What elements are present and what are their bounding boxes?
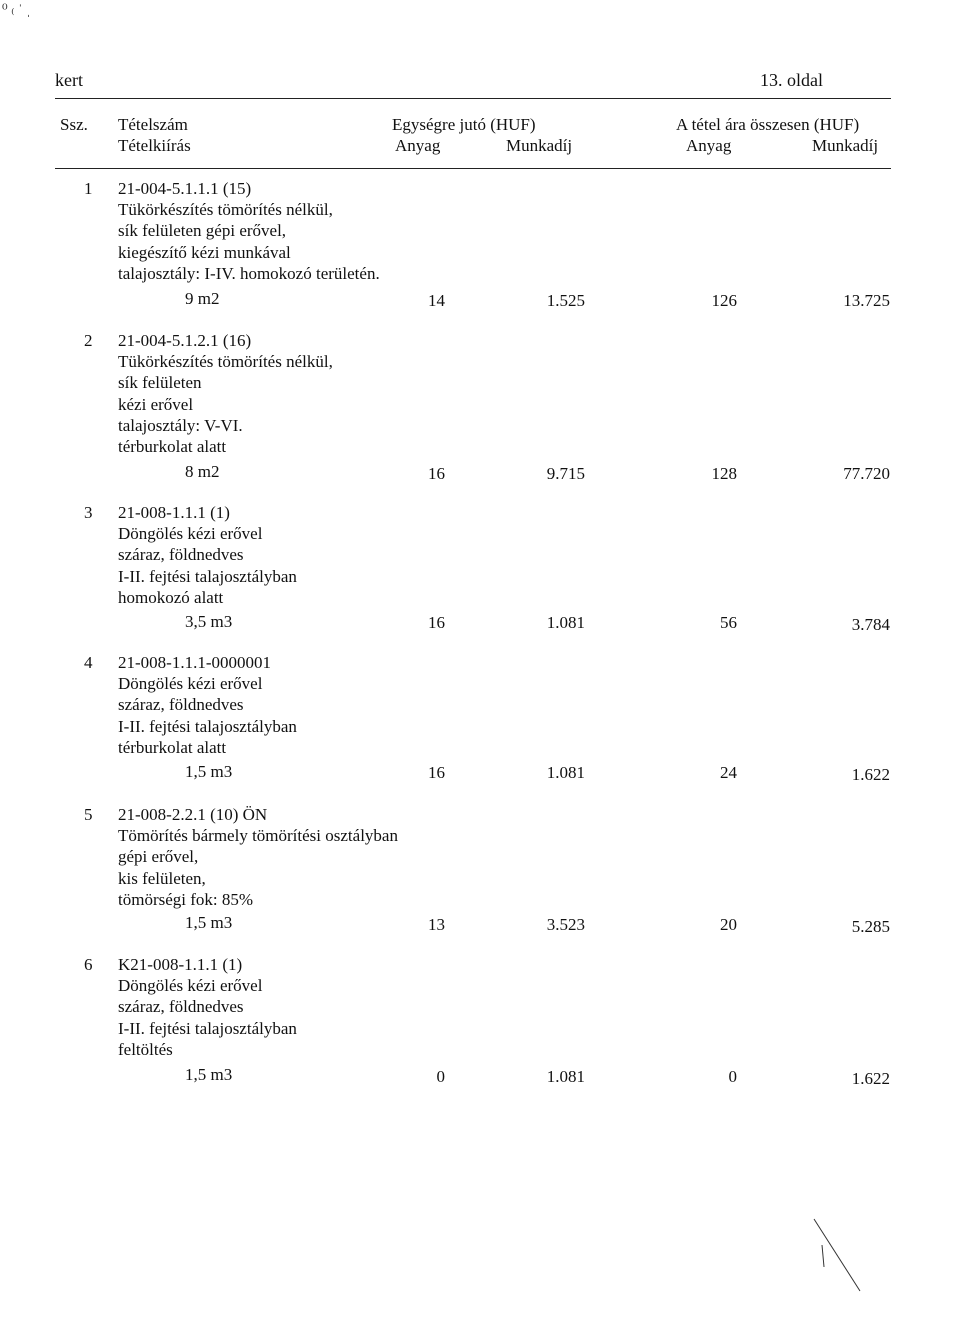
total-anyag: 128 <box>711 464 737 483</box>
unit-munkadij: 1.081 <box>546 613 585 632</box>
item-code: 21-008-1.1.1-0000001 <box>118 653 271 672</box>
unit-anyag: 16 <box>428 464 445 483</box>
desc-line: Tükörkészítés tömörítés nélkül, <box>118 352 333 371</box>
item-description <box>118 199 380 284</box>
unit-anyag: 16 <box>428 763 445 782</box>
item-quantity: 3,5 m3 <box>185 612 233 631</box>
unit-munkadij: 9.715 <box>546 464 585 483</box>
unit-anyag: 16 <box>428 613 445 632</box>
total-anyag: 126 <box>711 291 737 310</box>
col-tetelkiiras: Tételkiírás <box>118 136 191 155</box>
col-tetelszam: Tételszám <box>118 115 188 134</box>
item-description <box>118 825 398 910</box>
item-description <box>118 975 297 1060</box>
item-number: 3 <box>84 503 93 522</box>
total-munkadij: 5.285 <box>851 917 890 936</box>
unit-munkadij: 1.525 <box>546 291 585 310</box>
item-number: 2 <box>84 331 93 350</box>
desc-line: tömörségi fok: 85% <box>118 889 254 909</box>
total-munkadij: 13.725 <box>843 291 890 310</box>
desc-line: Tömörítés bármely tömörítési osztályban <box>118 826 398 845</box>
desc-line: száraz, földnedves <box>118 695 244 715</box>
item-number: 6 <box>84 955 93 974</box>
item-code: 21-004-5.1.1.1 (15) <box>118 179 252 198</box>
desc-line: Döngölés kézi erővel <box>118 976 263 995</box>
col-anyag-total: Anyag <box>686 136 732 155</box>
total-anyag: 20 <box>720 915 737 934</box>
col-munkadij-total: Munkadíj <box>812 136 879 155</box>
item-quantity: 8 m2 <box>185 462 220 481</box>
desc-line: kis felületen, <box>118 868 206 888</box>
total-munkadij: 3.784 <box>851 615 890 634</box>
item-code: 21-008-2.2.1 (10) ÖN <box>118 805 268 824</box>
desc-line: Tükörkészítés tömörítés nélkül, <box>118 200 333 219</box>
item-number: 4 <box>84 653 93 672</box>
desc-line: sík felületen <box>118 373 202 393</box>
desc-line: térburkolat alatt <box>118 437 227 457</box>
total-munkadij: 1.622 <box>851 1069 890 1088</box>
item-quantity: 1,5 m3 <box>185 762 233 781</box>
unit-munkadij: 3.523 <box>546 915 585 934</box>
unit-munkadij: 1.081 <box>546 1067 585 1086</box>
header-title: kert <box>55 70 83 90</box>
total-munkadij: 77.720 <box>843 464 890 483</box>
unit-anyag: 0 <box>436 1067 445 1086</box>
col-munkadij-unit: Munkadíj <box>506 136 573 155</box>
item-description <box>118 673 297 758</box>
item-quantity: 1,5 m3 <box>185 913 233 932</box>
desc-line: feltöltés <box>118 1039 173 1059</box>
total-anyag: 24 <box>720 763 737 782</box>
desc-line: kiegészítő kézi munkával <box>118 242 291 262</box>
desc-line: homokozó alatt <box>118 587 224 607</box>
desc-line: talajosztály: I-IV. homokozó területén. <box>118 263 380 283</box>
desc-line: sík felületen gépi erővel, <box>118 221 287 241</box>
page-number: 13. oldal <box>760 70 823 90</box>
item-number: 1 <box>84 179 93 198</box>
header-rule <box>55 98 891 99</box>
desc-line: kézi erővel <box>118 394 194 414</box>
desc-line: gépi erővel, <box>118 847 199 867</box>
scan-stroke <box>810 1215 870 1295</box>
item-code: K21-008-1.1.1 (1) <box>118 955 243 974</box>
desc-line: talajosztály: V-VI. <box>118 415 243 435</box>
total-munkadij: 1.622 <box>851 765 890 784</box>
col-egysegre: Egységre jutó (HUF) <box>392 115 536 134</box>
item-code: 21-004-5.1.2.1 (16) <box>118 331 252 350</box>
scan-mark: ⁰ ₍ ˈ ˌ <box>2 3 31 18</box>
col-anyag-unit: Anyag <box>395 136 441 155</box>
column-header-rule <box>55 168 891 169</box>
desc-line: térburkolat alatt <box>118 737 227 757</box>
desc-line: I-II. fejtési talajosztályban <box>118 716 297 736</box>
total-anyag: 56 <box>720 613 737 632</box>
item-quantity: 9 m2 <box>185 289 220 308</box>
unit-munkadij: 1.081 <box>546 763 585 782</box>
item-description <box>118 523 297 608</box>
desc-line: I-II. fejtési talajosztályban <box>118 1018 297 1038</box>
item-number: 5 <box>84 805 93 824</box>
unit-anyag: 14 <box>428 291 445 310</box>
unit-anyag: 13 <box>428 915 445 934</box>
item-quantity: 1,5 m3 <box>185 1065 233 1084</box>
item-description <box>118 351 333 457</box>
desc-line: Döngölés kézi erővel <box>118 674 263 693</box>
desc-line: száraz, földnedves <box>118 997 244 1017</box>
item-code: 21-008-1.1.1 (1) <box>118 503 230 522</box>
desc-line: száraz, földnedves <box>118 545 244 565</box>
col-tetel-ara: A tétel ára összesen (HUF) <box>676 115 860 134</box>
desc-line: Döngölés kézi erővel <box>118 524 263 543</box>
col-ssz: Ssz. <box>60 115 88 134</box>
desc-line: I-II. fejtési talajosztályban <box>118 566 297 586</box>
total-anyag: 0 <box>728 1067 737 1086</box>
